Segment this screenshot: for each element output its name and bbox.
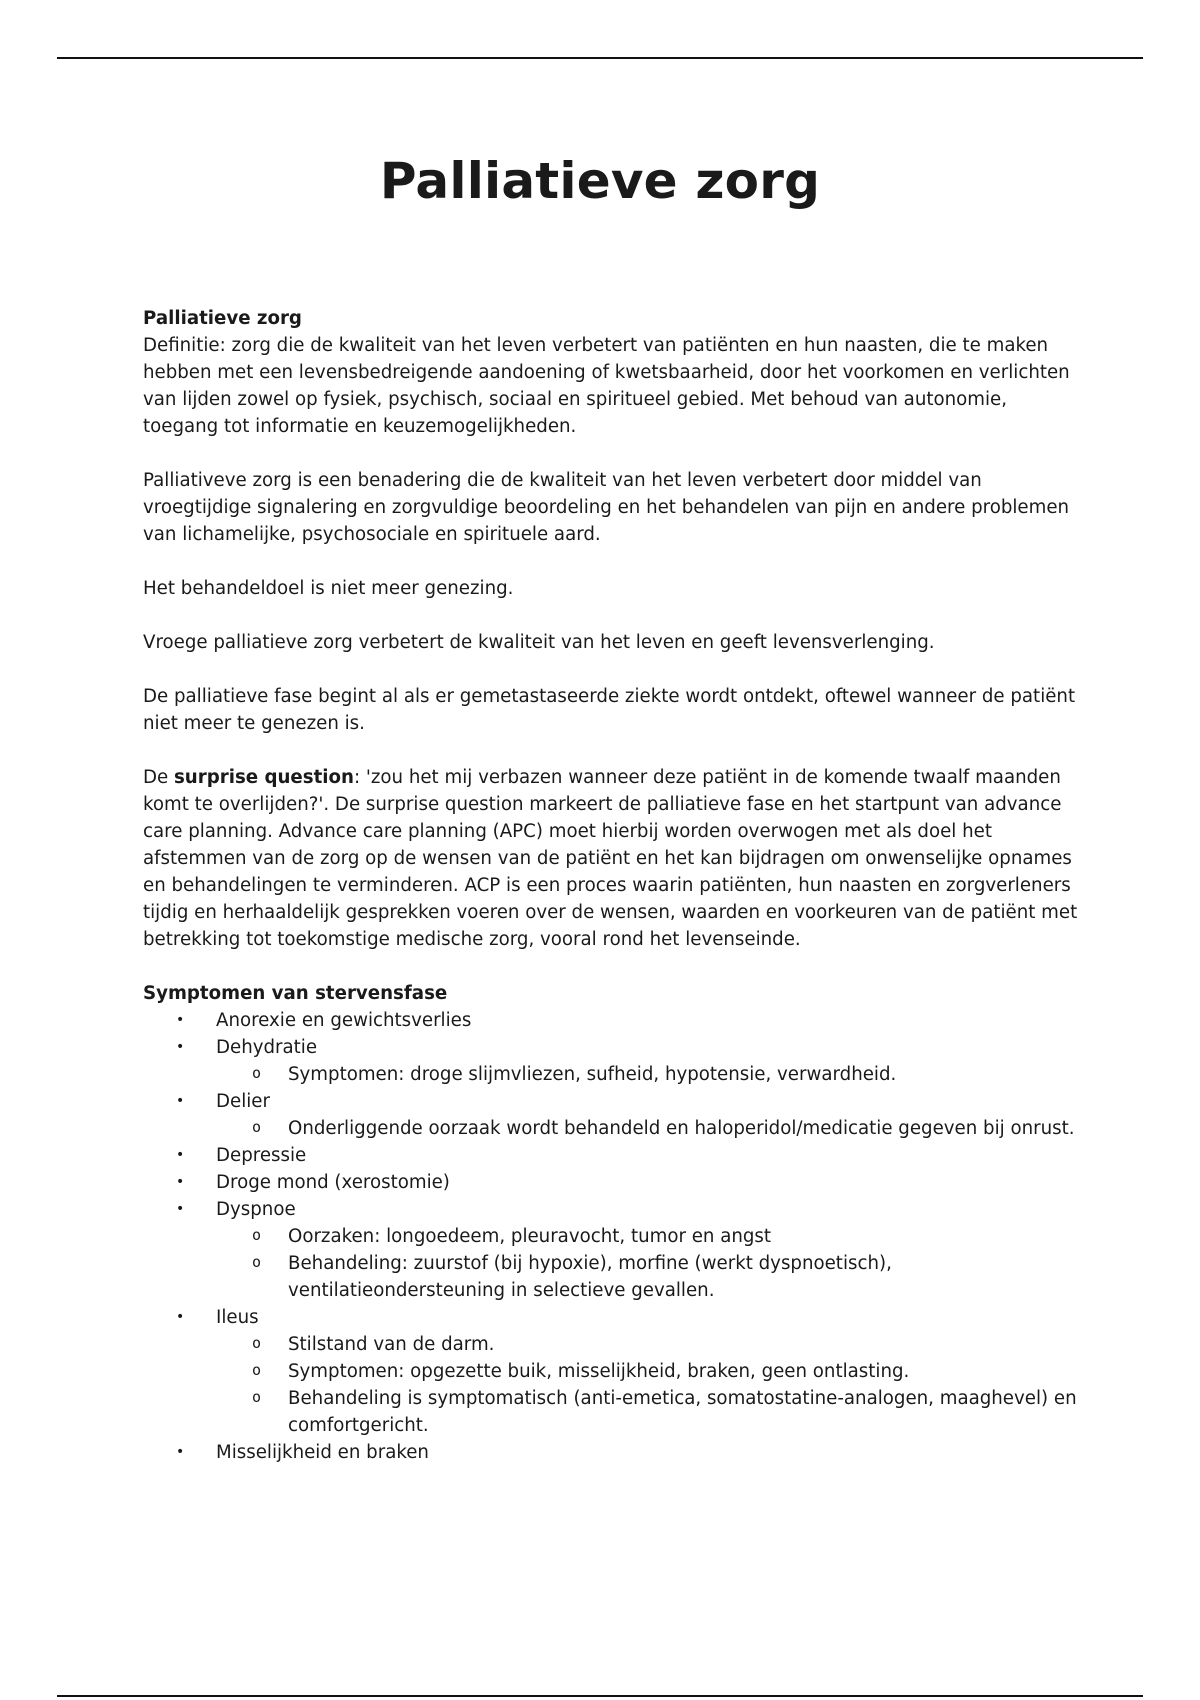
circle-bullet-icon: o <box>252 1064 262 1082</box>
symptom-subitem-text: Symptomen: opgezette buik, misselijkheid, braken, geen ontlasting. <box>288 1361 910 1382</box>
symptom-item <box>176 1196 1083 1304</box>
symptom-subitem <box>252 1385 1083 1439</box>
paragraph-vroege-zorg: Vroege palliatieve zorg verbetert de kwaliteit van het leven en geeft levensverlenging. <box>143 632 935 653</box>
symptom-item <box>176 1034 1083 1088</box>
symptom-item <box>176 1304 1083 1439</box>
circle-bullet-icon: o <box>252 1118 262 1136</box>
bullet-icon: • <box>176 1444 185 1460</box>
symptom-sublist <box>216 1115 1083 1142</box>
bullet-icon: • <box>176 1309 185 1325</box>
symptom-label: Droge mond (xerostomie) <box>216 1172 450 1193</box>
symptom-subitem <box>252 1115 1083 1142</box>
bullet-icon: • <box>176 1147 185 1163</box>
surprise-text: : 'zou het mij verbazen wanneer deze patiënt in de komende twaalf maanden komt te overlijden?'. De surprise question markeert de palliatieve fase en het startpunt van advance care planning. Advance care planning (APC) moet hierbij worden overwogen met als doel het afstemmen van de zorg op de wensen van de patiënt en het kan bijdragen om onwenselijke opnames en behandelingen te verminderen. ACP is een proces waarin patiënten, hun naasten en zorgverleners tijdig en herhaaldelijk gesprekken voeren over de wensen, waarden en voorkeuren van de patiënt met betrekking tot toekomstige medische zorg, vooral rond het levenseinde. <box>143 767 1078 950</box>
symptom-label: Delier <box>216 1091 270 1112</box>
circle-bullet-icon: o <box>252 1361 262 1379</box>
symptom-subitem-text: Oorzaken: longoedeem, pleuravocht, tumor en angst <box>288 1226 772 1247</box>
symptom-subitem-text: Onderliggende oorzaak wordt behandeld en haloperidol/medicatie gegeven bij onrust. <box>288 1118 1075 1139</box>
circle-bullet-icon: o <box>252 1334 262 1352</box>
symptom-list <box>143 1007 1083 1466</box>
bullet-icon: • <box>176 1093 185 1109</box>
header-rule <box>57 57 1143 59</box>
symptom-sublist <box>216 1223 1083 1304</box>
symptom-subitem-text: Stilstand van de darm. <box>288 1334 495 1355</box>
symptom-item <box>176 1007 1083 1034</box>
symptom-subitem-text: Behandeling is symptomatisch (anti-emetica, somatostatine-analogen, maaghevel) en comfortgericht. <box>288 1388 1077 1436</box>
symptom-subitem-text: Symptomen: droge slijmvliezen, sufheid, hypotensie, verwardheid. <box>288 1064 897 1085</box>
footer-rule <box>57 1695 1143 1697</box>
bullet-icon: • <box>176 1174 185 1190</box>
section-heading-symptomen: Symptomen van stervensfase <box>143 983 448 1004</box>
symptom-item <box>176 1439 1083 1466</box>
symptom-label: Anorexie en gewichtsverlies <box>216 1010 472 1031</box>
paragraph-definitie: Definitie: zorg die de kwaliteit van het leven verbetert van patiënten en hun naasten, die te maken hebben met een levensbedreigende aandoening of kwetsbaarheid, door het voorkomen en verlichten van lijden zowel op fysiek, psychisch, sociaal en spiritueel gebied. Met behoud van autonomie, toegang tot informatie en keuzemogelijkheden. <box>143 335 1070 437</box>
symptom-item <box>176 1142 1083 1169</box>
document-body <box>143 305 1083 1466</box>
symptom-item <box>176 1088 1083 1142</box>
symptom-label: Dehydratie <box>216 1037 318 1058</box>
document-title: Palliatieve zorg <box>379 152 821 210</box>
symptom-label: Ileus <box>216 1307 259 1328</box>
paragraph-behandeldoel: Het behandeldoel is niet meer genezing. <box>143 578 514 599</box>
surprise-question-term: surprise question <box>173 767 354 788</box>
paragraph-benadering: Palliativeve zorg is een benadering die de kwaliteit van het leven verbetert door middel van vroegtijdige signalering en zorgvuldige beoordeling en het behandelen van pijn en andere problemen van lichamelijke, psychosociale en spirituele aard. <box>143 470 1070 545</box>
circle-bullet-icon: o <box>252 1226 262 1244</box>
symptom-subitem-text: Behandeling: zuurstof (bij hypoxie), morfine (werkt dyspnoetisch), ventilatieondersteuning in selectieve gevallen. <box>288 1253 892 1301</box>
bullet-icon: • <box>176 1012 185 1028</box>
symptom-subitem <box>252 1223 1083 1250</box>
symptom-label: Misselijkheid en braken <box>216 1442 429 1463</box>
symptom-subitem <box>252 1358 1083 1385</box>
paragraph-palliatieve-fase: De palliatieve fase begint al als er gemetastaseerde ziekte wordt ontdekt, oftewel wanneer de patiënt niet meer te genezen is. <box>143 686 1076 734</box>
bullet-icon: • <box>176 1039 185 1055</box>
symptom-subitem <box>252 1061 1083 1088</box>
paragraph-surprise-question <box>143 764 1083 953</box>
circle-bullet-icon: o <box>252 1388 262 1406</box>
symptom-sublist <box>216 1061 1083 1088</box>
symptom-subitem <box>252 1331 1083 1358</box>
symptom-sublist <box>216 1331 1083 1439</box>
symptom-item <box>176 1169 1083 1196</box>
symptom-label: Depressie <box>216 1145 307 1166</box>
symptom-label: Dyspnoe <box>216 1199 296 1220</box>
bullet-icon: • <box>176 1201 185 1217</box>
surprise-prefix: De <box>143 767 174 788</box>
symptom-subitem <box>252 1250 1083 1304</box>
circle-bullet-icon: o <box>252 1253 262 1271</box>
section-heading-palliatieve-zorg: Palliatieve zorg <box>143 308 302 329</box>
